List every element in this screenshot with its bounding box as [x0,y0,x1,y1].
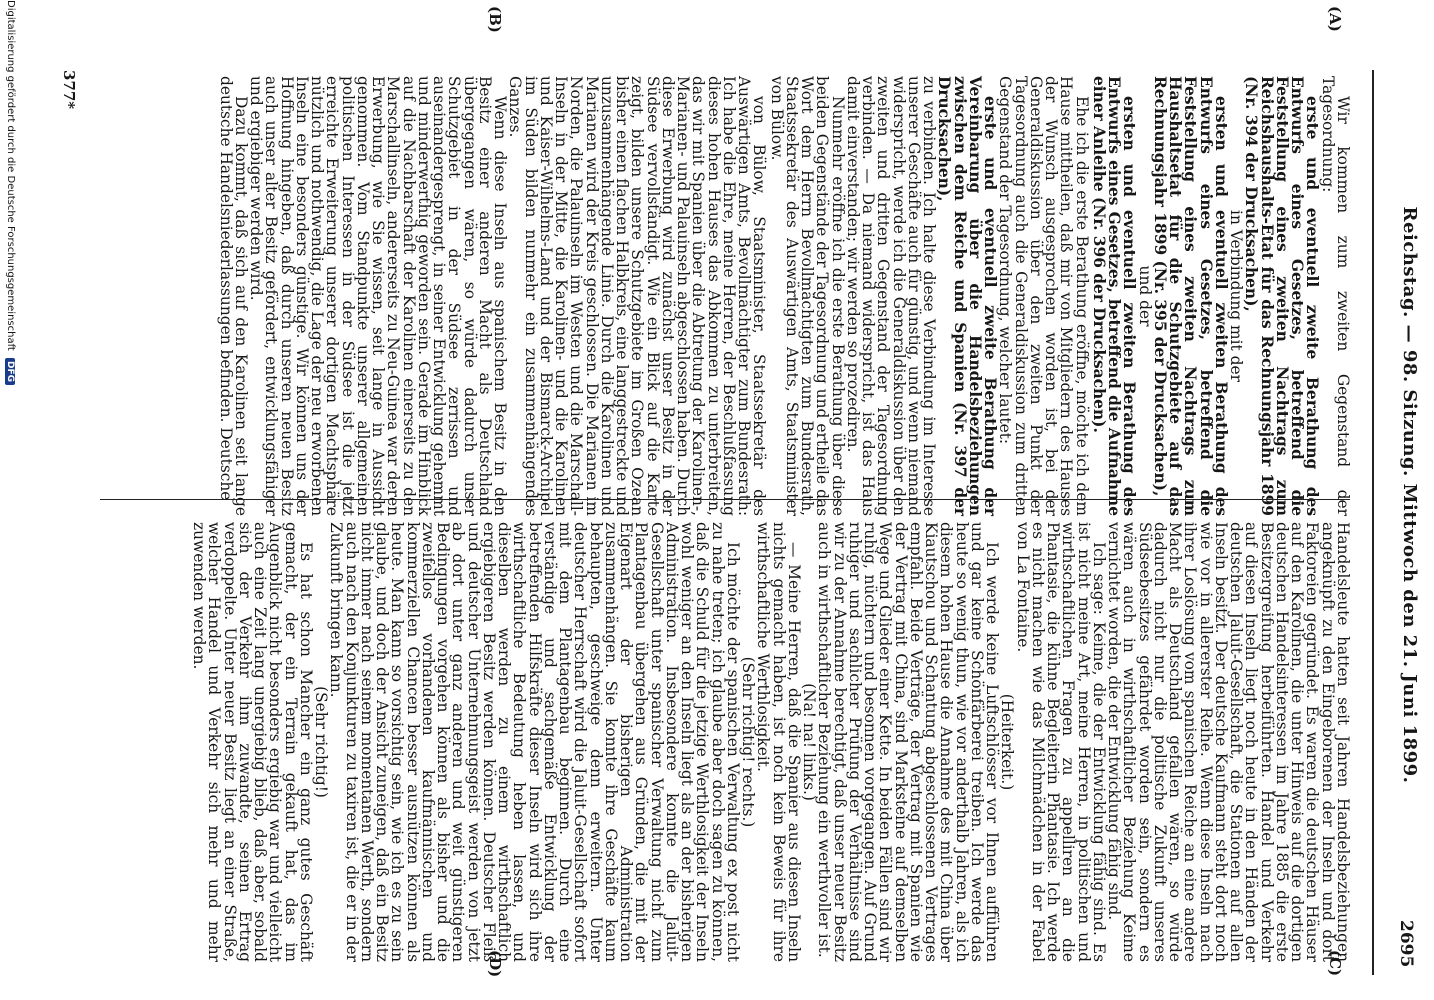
paragraph: Ich sage: Keime, die der Entwicklung fähig sind. Es ist nicht meine Art, meine Herren, in politischen und wirthschaftlichen Fragen zu appelliren an die Phantasie, die kühne Begleiterin Phantasie. Ich werde es nicht machen wie das Milchmädchen in der Fabel von La Fontaine. [1013,522,1108,962]
right-column [100,522,1350,962]
paragraph: Wir kommen zum zweiten Gegenstand der Tagesordnung: [1318,76,1352,516]
credit-text: Digitalisierung gefördert durch die Deutsche Forschungsgemeinschaft [5,0,16,351]
remark: (Sehr richtig! rechts.) [739,656,758,828]
margin-marker-b: (B) [486,6,504,33]
paragraph: Nunmehr eröffne ich die erste Berathung über diese beiden Gegenstände der Tagesordnung und ertheile das Wort dem Herrn Bevollmächtigten zum Bundesrath, Staatssekretär des Auswärtigen Amts, Staatsminister von Bülow. [767,76,847,516]
connector: in Verbindung mit der [1227,210,1246,382]
dfg-logo-icon: DFG [5,358,15,385]
page-number: 2695 [1396,920,1416,968]
paragraph: Ehe ich die erste Berathung eröffne, möchte ich dem Hause mittheilen, daß mir von Mitgliedern des Hauses der Wunsch ausgesprochen worden ist, bei der Generaldiskussion über den zweiten Punkt der Tagesordnung auch die Generaldiskussion zum dritten Gegenstand der Tagesordnung, welcher lautet: [996,76,1091,516]
remark: (Sehr richtig!) [312,686,331,798]
paragraph: Ich möchte der spanischen Verwaltung ex post nicht zu nahe treten; ich glaube aber doch sagen zu können, daß die Schuld für die jetzige Werthlosigkeit der Inseln wohl weniger an den Inseln liegt als an der bisherigen Administration. Insbesondere konnte die Jaluit-Gesellschaft unter spanischer Verwaltung nicht zum Plantagenbau übergehen aus Gründen, die mit der Eigenart der bisherigen Administration zusammenhängen. Sie konnte ihre Geschäfte kaum behaupten, geschweige denn erweitern. Unter deutscher Herrschaft wird die Jaluit-Gesellschaft sofort mit dem Plantagenbau beginnen. Durch eine verständige und sachgemäße Entwicklung der betreffenden Hilfskräfte dieser Inseln wird sich ihre wirthschaftliche Bedeutung heben lassen, und dieselben werden zu einem wirthschaftlich ergiebigeren Besitz werden können. Deutscher Fleiß und deutscher Unternehmungsgeist werden von jetzt ab dort unter ganz anderen und weit günstigeren Bedingungen vorgehen können als bisher und die zweifellos vorhandenen kaufmännischen und kommerziellen Chancen besser ausnützen können als heute. Man kann so vorsichtig sein, wie ich es zu sein glaube, und doch der Ansicht zuneigen, daß ein Besitz nicht immer nach seinem momentanen Werth, sondern auch nach den Konjunkturen zu taxiren ist, die er in der Zukunft bringen kann. [327,522,742,962]
paragraph: Ich werde keine Luftschlösser vor Ihnen aufführen und gar keine Schönfärberei treiben. Ich werde das heute so wenig thun, wie vor anderthalb Jahren, als ich diesem hohen Hause die Annahme des mit China über Kiautschou und Schantung abgeschlossenen Vertrages empfahl. Beide Verträge, der Vertrag mit Spanien wie der Vertrag mit China, sind Marksteine auf demselben Wege und Glieder einer Kette. In beiden Fällen sind wir ruhig, nüchtern und besonnen vorgegangen. Auf Grund ruhiger und sachlicher Prüfung der Verhältnisse sind wir zu der Annahme berechtigt, daß unser neuer Besitz auch in wirthschaftlicher Beziehung ein werthvoller ist. [815,522,1002,962]
connector: und der [1135,265,1154,327]
column-divider [100,499,1350,500]
margin-marker-c: (C) [1326,950,1344,977]
remark: (Heiterkeit.) [998,693,1017,791]
header-rule [1372,70,1374,975]
footer-page-number: 377* [60,70,78,110]
paragraph: Handelsleute hatten seit Jahren Handelsbeziehungen angeknüpft zu den Eingeborenen der Inseln und dort Faktoreien gegründet. Es waren die deutschen Häuser auf den Karolinen, die unter Hinweis auf die dortigen deutschen Handelsinteressen im Jahre 1885 die erste Besitzergreifung herbeiführten. Handel und Verkehr auf diesen Inseln liegt noch heute in den Händen der deutschen Jaluit-Gesellschaft, die Stationen auf allen Inseln besitzt. Der deutsche Kaufmann steht dort noch wie vor in allererster Reihe. Wenn diese Inseln nach ihrer Loslösung vom spanischen Reiche an eine andere Macht als Deutschland gefallen wären, so würde dadurch nicht nur die politische Zukunft unseres Südseebesitzes gefährdet worden sein, sondern es wären auch in wirthschaftlicher Beziehung Keime vernichtet worden, die der Entwicklung fähig sind. [1105,522,1352,962]
running-title: Reichstag. — 98. Sitzung. Mittwoch den 21. Juni 1899. [1399,206,1420,784]
paragraph: zu verbinden. Ich halte diese Verbindung im Interesse unserer Geschäfte auch für günstig, und wenn niemand widerspricht, werde ich die Generaldiskussion über den zweiten und dritten Gegenstand der Tagesordnung verbinden. — Da niemand widerspricht, ist das Haus damit einverstanden; wir werden so prozediren. [844,76,939,516]
speech-paragraph: von Bülow, Staatsminister, Staatssekretär des Auswärtigen Amts, Bevollmächtigter zum Bundesrath: Ich habe die Ehre, meine Herren, der Beschlußfassung dieses hohen Hauses das Abkommen zu unterbreiten, das wir mit Spanien über die Abtretung der Karolinen-, Marianen- und Palauinseln abgeschlossen haben. Durch diese Erwerbung wird zunächst unser Besitz in der Südsee vervollständigt. Wie ein Blick auf die Karte zeigt, bilden unsere Schutzgebiete im Großen Ozean bisher einen flachen Halbkreis, eine langgestreckte und unzusammenhängende Linie. Durch die Karolinen und Marianen wird der Kreis geschlossen. Die Marianen im Norden, die Palauinseln im Westen und die Marschall-Inseln in der Mitte, die Karolinen- und die Karolinen und Kaiser-Wilhelms-Land und der Bismarck-Archipel im Süden bilden nunmehr ein zusammenhängendes Ganzes. [506,76,769,516]
paragraph: — Meine Herren, daß die Spanier aus diesen Inseln nichts gemacht haben, ist noch kein Beweis für ihre wirthschaftliche Werthlosigkeit. [754,522,803,962]
page-header [1354,0,1434,990]
agenda-item: erste und eventuell zweite Berathung des Entwurfs eines Gesetzes, betreffend die Feststellung eines zweiten Nachtrags zum Reichshaushalts-Etat für das Rechnungsjahr 1899 (Nr. 394 der Drucksachen), [1242,76,1322,516]
paragraph: Dazu kommt, daß sich auf den Karolinen seit lange deutsche Handelsniederlassungen befinden. Deutsche [216,76,250,516]
paragraph: Wenn diese Inseln aus spanischem Besitz in den Besitz einer anderen Macht als Deutschland übergegangen wären, so würde dadurch unser Schutzgebiet in der Südsee zerrissen und auseinandergesprengt, in seiner Entwicklung gehemmt und minderwerthig geworden sein. Gerade im Hinblick auf die Nachbarschaft der Karolinen einerseits zu den Marschallinseln, andererseits zu Neu-Guinea war deren Erwerbung, wie Sie wissen, seit lange in Aussicht genommen. Vom Standpunkte unserer allgemeinen politischen Interessen in der Südsee ist die jetzt erreichte Erweiterung unserer dortigen Machtsphäre nützlich und nothwendig, die Lage der neu erworbenen Inseln eine besonders günstige. Wir können uns der Hoffnung hingeben, daß durch unseren neuen Besitz auch unser alter Besitz gefördert, entwicklungsfähiger und ergiebiger werden wird. [247,76,510,516]
remark: (Na! na! links.) [800,683,819,801]
agenda-item: ersten und eventuell zweiten Berathung des Entwurfs eines Gesetzes, betreffend die Feststellung eines zweiten Nachtrags zum Haushaltsetat für die Schutzgebiete auf das Rechnungsjahr 1899 (Nr. 395 der Drucksachen), [1151,76,1230,516]
paragraph: Es hat schon Mancher ein ganz gutes Geschäft gemacht, der ein Terrain gekauft hat, das im Augenblick nicht besonders ergiebig war und vielleicht auch eine Zeit lang unergiebig blieb, daß aber, sobald sich der Verkehr ihm zuwandte, seinen Ertrag verdoppelte. Unter neuer Besitz liegt an einer Straße, welcher Handel und Verkehr sich mehr und mehr zuwenden werden. [190,522,315,962]
agenda-item: ersten und eventuell zweiten Berathung des Entwurfs eines Gesetzes, betreffend die Aufnahme einer Anleihe (Nr. 396 der Drucksachen). [1090,76,1139,516]
digitization-credit [5,0,16,385]
left-column [100,76,1350,516]
agenda-item: erste und eventuell zweite Berathung der Vereinbarung über die Handelsbeziehungen zwischen dem Reiche und Spanien (Nr. 397 der Drucksachen), [935,76,1000,516]
margin-marker-a: (A) [1326,6,1344,32]
margin-marker-d: (D) [486,950,504,978]
